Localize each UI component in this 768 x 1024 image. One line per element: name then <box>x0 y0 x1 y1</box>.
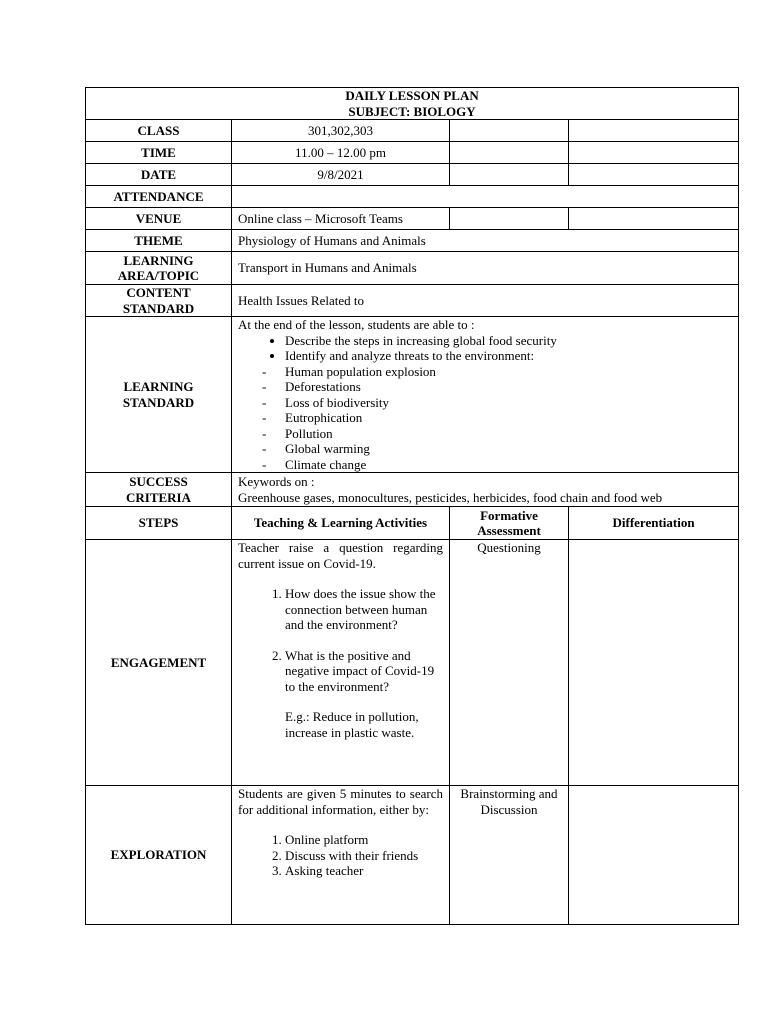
list-item: • Identify and analyze threats to the environment: <box>285 348 732 364</box>
list-item: - Deforestations <box>285 379 732 395</box>
label-line: STANDARD <box>122 300 195 316</box>
list-item: - Global warming <box>285 441 732 457</box>
learning-standard-intro: At the end of the lesson, students are able to : <box>238 317 475 332</box>
exploration-intro: Students are given 5 minutes to search for additional information, either by: <box>238 786 443 817</box>
label-line: LEARNING <box>123 252 194 268</box>
formative-header <box>450 507 569 540</box>
engagement-row <box>86 540 739 786</box>
success-criteria-line: Greenhouse gases, monocultures, pesticides, herbicides, food chain and food web <box>238 489 663 505</box>
activities-header: Teaching & Learning Activities <box>232 507 450 540</box>
steps-header: STEPS <box>86 507 232 540</box>
attendance-label: ATTENDANCE <box>86 186 232 208</box>
success-criteria-label <box>86 473 232 507</box>
title-row <box>86 88 739 120</box>
label-line: CRITERIA <box>125 489 191 505</box>
label-line: STANDARD <box>122 394 195 410</box>
learning-area-value: Transport in Humans and Animals <box>232 252 739 285</box>
time-value: 11.00 – 12.00 pm <box>232 142 450 164</box>
empty-cell <box>450 120 569 142</box>
engagement-example: E.g.: Reduce in pollution, increase in plastic waste. <box>285 709 419 740</box>
content-standard-row <box>86 285 739 317</box>
content-standard-value: Health Issues Related to <box>232 285 739 317</box>
list-item: 1. Online platform <box>285 832 443 848</box>
exploration-list <box>238 832 443 879</box>
engagement-differentiation <box>569 540 739 786</box>
empty-cell <box>450 208 569 230</box>
learning-standard-label <box>86 317 232 473</box>
exploration-label: EXPLORATION <box>86 786 232 925</box>
venue-label: VENUE <box>86 208 232 230</box>
exploration-assessment: Brainstorming and Discussion <box>450 786 569 925</box>
empty-cell <box>569 142 739 164</box>
empty-cell <box>569 164 739 186</box>
label-line: LEARNING <box>123 379 194 394</box>
subject-title: SUBJECT: BIOLOGY <box>348 103 476 119</box>
empty-cell <box>450 142 569 164</box>
engagement-assessment: Questioning <box>450 540 569 786</box>
success-criteria-content <box>232 473 739 507</box>
success-criteria-row <box>86 473 739 507</box>
theme-row <box>86 230 739 252</box>
list-item: - Loss of biodiversity <box>285 395 732 411</box>
list-item: - Climate change <box>285 457 732 473</box>
question-list <box>238 586 443 694</box>
lesson-plan-table <box>85 87 739 925</box>
exploration-row <box>86 786 739 925</box>
differentiation-header: Differentiation <box>569 507 739 540</box>
list-item: 2. What is the positive and negative impact of Covid-19 to the environment? <box>285 648 443 695</box>
venue-row <box>86 208 739 230</box>
date-value: 9/8/2021 <box>232 164 450 186</box>
exploration-differentiation <box>569 786 739 925</box>
theme-label: THEME <box>86 230 232 252</box>
theme-value: Physiology of Humans and Animals <box>232 230 739 252</box>
time-row <box>86 142 739 164</box>
list-item: 3. Asking teacher <box>285 863 443 879</box>
engagement-label: ENGAGEMENT <box>86 540 232 786</box>
threat-list <box>238 364 732 473</box>
learning-standard-content <box>232 317 739 473</box>
empty-cell <box>569 120 739 142</box>
exploration-activities <box>232 786 450 925</box>
list-item: 1. How does the issue show the connection between human and the environment? <box>285 586 443 633</box>
label-line: Formative <box>480 507 538 523</box>
list-item: - Pollution <box>285 426 732 442</box>
learning-area-row <box>86 252 739 285</box>
label-line: AREA/TOPIC <box>117 268 200 283</box>
label-line: Assessment <box>477 523 541 538</box>
empty-cell <box>569 208 739 230</box>
list-item: • Describe the steps in increasing global food security <box>285 333 732 349</box>
label-line: SUCCESS <box>129 474 188 489</box>
attendance-row <box>86 186 739 208</box>
empty-cell <box>450 164 569 186</box>
engagement-intro: Teacher raise a question regarding current issue on Covid-19. <box>238 540 443 571</box>
time-label: TIME <box>86 142 232 164</box>
learning-area-label <box>86 252 232 285</box>
date-row <box>86 164 739 186</box>
objective-list <box>238 333 732 364</box>
learning-standard-row <box>86 317 739 473</box>
content-standard-label <box>86 285 232 317</box>
steps-header-row <box>86 507 739 540</box>
venue-value: Online class – Microsoft Teams <box>232 208 450 230</box>
label-line: CONTENT <box>126 285 191 300</box>
date-label: DATE <box>86 164 232 186</box>
list-item: 2. Discuss with their friends <box>285 848 443 864</box>
title-cell <box>86 88 739 120</box>
class-row <box>86 120 739 142</box>
engagement-activities <box>232 540 450 786</box>
success-criteria-line: Keywords on : <box>238 474 315 489</box>
list-item: - Human population explosion <box>285 364 732 380</box>
class-label: CLASS <box>86 120 232 142</box>
attendance-value <box>232 186 739 208</box>
document-title: DAILY LESSON PLAN <box>345 88 479 103</box>
class-value: 301,302,303 <box>232 120 450 142</box>
list-item: - Eutrophication <box>285 410 732 426</box>
